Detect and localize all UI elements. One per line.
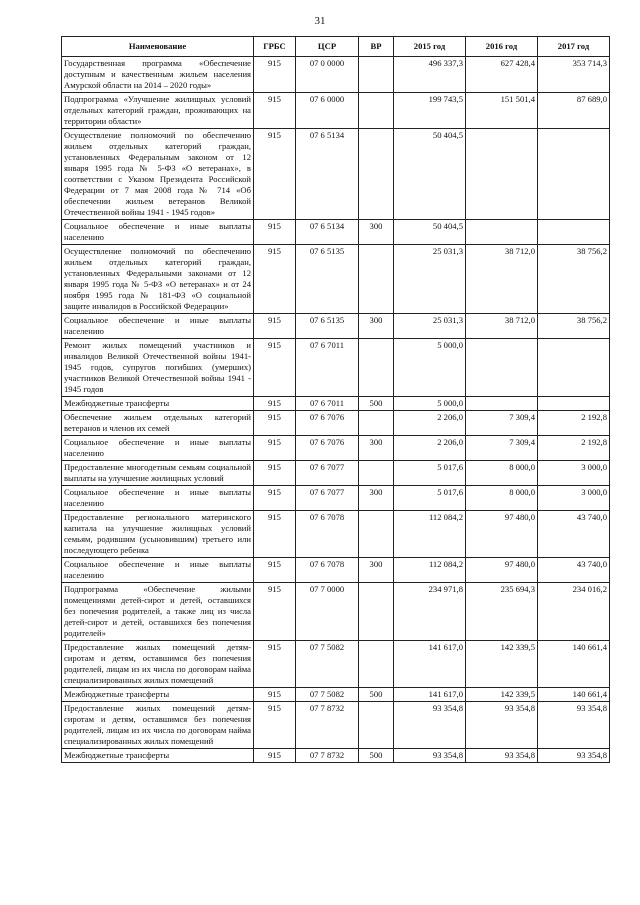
header-2016: 2016 год — [466, 37, 538, 57]
table-row — [62, 511, 610, 558]
cell-csr: 07 6 7011 — [296, 397, 359, 411]
cell-vr: 300 — [359, 486, 394, 511]
cell-2015: 496 337,3 — [394, 57, 466, 93]
cell-2016: 97 480,0 — [466, 511, 538, 558]
cell-2017: 2 192,8 — [538, 411, 610, 436]
table-row — [62, 314, 610, 339]
header-vr: ВР — [359, 37, 394, 57]
cell-name: Межбюджетные трансферты — [62, 397, 254, 411]
cell-2017: 38 756,2 — [538, 245, 610, 314]
cell-grbs: 915 — [254, 558, 296, 583]
cell-2016: 151 501,4 — [466, 93, 538, 129]
cell-2017: 43 740,0 — [538, 511, 610, 558]
table-row — [62, 688, 610, 702]
cell-csr: 07 6 5134 — [296, 129, 359, 220]
cell-2015: 5 000,0 — [394, 397, 466, 411]
cell-2016: 8 000,0 — [466, 486, 538, 511]
cell-grbs: 915 — [254, 436, 296, 461]
cell-2016: 8 000,0 — [466, 461, 538, 486]
cell-2017: 3 000,0 — [538, 486, 610, 511]
table-row — [62, 461, 610, 486]
cell-csr: 07 6 7078 — [296, 511, 359, 558]
cell-csr: 07 6 7076 — [296, 436, 359, 461]
table-row — [62, 583, 610, 641]
cell-csr: 07 6 7077 — [296, 461, 359, 486]
cell-2016: 627 428,4 — [466, 57, 538, 93]
cell-2016 — [466, 129, 538, 220]
cell-2016: 97 480,0 — [466, 558, 538, 583]
cell-vr — [359, 702, 394, 749]
table-row — [62, 486, 610, 511]
table-row — [62, 411, 610, 436]
cell-name: Предоставление многодетным семьям социальной выплаты на улучшение жилищных условий — [62, 461, 254, 486]
cell-2016: 38 712,0 — [466, 314, 538, 339]
cell-2017: 38 756,2 — [538, 314, 610, 339]
cell-name: Социальное обеспечение и иные выплаты населению — [62, 558, 254, 583]
cell-2017: 2 192,8 — [538, 436, 610, 461]
cell-2016: 7 309,4 — [466, 436, 538, 461]
cell-name: Ремонт жилых помещений участников и инвалидов Великой Отечественной войны 1941-1945 годов, супругов погибших (умерших) участников Великой Отечественной войны 1941 - 1945 годов — [62, 339, 254, 397]
cell-csr: 07 7 8732 — [296, 749, 359, 763]
cell-name: Осуществление полномочий по обеспечению жильем отдельных категорий граждан, установленных Федеральными законами от 12 января 1995 года № 5-ФЗ «О ветеранах» и от 24 ноября 1995 года № 181-ФЗ «О социальной защите инвалидов в Российской Федерации» — [62, 245, 254, 314]
cell-grbs: 915 — [254, 93, 296, 129]
table-header-row — [62, 37, 610, 57]
cell-vr — [359, 411, 394, 436]
page-number: 31 — [314, 15, 326, 27]
cell-2016: 235 694,3 — [466, 583, 538, 641]
table-row — [62, 397, 610, 411]
cell-2016: 93 354,8 — [466, 749, 538, 763]
cell-2017: 93 354,8 — [538, 702, 610, 749]
cell-grbs: 915 — [254, 749, 296, 763]
cell-csr: 07 6 7078 — [296, 558, 359, 583]
cell-2017: 353 714,3 — [538, 57, 610, 93]
budget-table — [61, 36, 610, 763]
cell-2015: 50 404,5 — [394, 129, 466, 220]
table-row — [62, 558, 610, 583]
cell-2015: 112 084,2 — [394, 558, 466, 583]
cell-2015: 93 354,8 — [394, 702, 466, 749]
cell-csr: 07 6 7011 — [296, 339, 359, 397]
cell-grbs: 915 — [254, 511, 296, 558]
table-row — [62, 702, 610, 749]
cell-2015: 234 971,8 — [394, 583, 466, 641]
table-row — [62, 129, 610, 220]
header-grbs: ГРБС — [254, 37, 296, 57]
cell-2016: 7 309,4 — [466, 411, 538, 436]
cell-name: Межбюджетные трансферты — [62, 749, 254, 763]
table-body — [62, 57, 610, 763]
table-row — [62, 749, 610, 763]
cell-name: Социальное обеспечение и иные выплаты населению — [62, 220, 254, 245]
header-2015: 2015 год — [394, 37, 466, 57]
cell-vr: 300 — [359, 436, 394, 461]
cell-grbs: 915 — [254, 245, 296, 314]
cell-vr — [359, 641, 394, 688]
cell-name: Межбюджетные трансферты — [62, 688, 254, 702]
cell-grbs: 915 — [254, 486, 296, 511]
cell-2017 — [538, 129, 610, 220]
cell-2016 — [466, 397, 538, 411]
cell-grbs: 915 — [254, 339, 296, 397]
cell-grbs: 915 — [254, 220, 296, 245]
cell-grbs: 915 — [254, 411, 296, 436]
cell-csr: 07 6 0000 — [296, 93, 359, 129]
cell-vr — [359, 93, 394, 129]
cell-grbs: 915 — [254, 688, 296, 702]
cell-name: Предоставление жилых помещений детям-сиротам и детям, оставшимся без попечения родителей, лицам из их числа по договорам найма специализированных жилых помещений — [62, 641, 254, 688]
cell-vr — [359, 129, 394, 220]
cell-name: Предоставление жилых помещений детям-сиротам и детям, оставшимся без попечения родителей, лицам из их числа по договорам найма специализированных жилых помещений — [62, 702, 254, 749]
cell-grbs: 915 — [254, 129, 296, 220]
cell-name: Социальное обеспечение и иные выплаты населению — [62, 314, 254, 339]
cell-2017 — [538, 397, 610, 411]
cell-2016: 142 339,5 — [466, 641, 538, 688]
cell-2015: 112 084,2 — [394, 511, 466, 558]
header-csr: ЦСР — [296, 37, 359, 57]
cell-vr — [359, 57, 394, 93]
cell-name: Осуществление полномочий по обеспечению жильем отдельных категорий граждан, установленных Федеральным законом от 12 января 1995 года № 5-ФЗ «О ветеранах», в соответствии с Указом Президента Российской Федерации от 7 мая 2008 года № 714 «Об обеспечении жильем ветеранов Великой Отечественной войны 1941 - 1945 годов» — [62, 129, 254, 220]
cell-2017: 87 689,0 — [538, 93, 610, 129]
cell-grbs: 915 — [254, 397, 296, 411]
cell-csr: 07 6 5134 — [296, 220, 359, 245]
cell-csr: 07 0 0000 — [296, 57, 359, 93]
table-row — [62, 220, 610, 245]
table-row — [62, 641, 610, 688]
table-row — [62, 245, 610, 314]
cell-csr: 07 6 7077 — [296, 486, 359, 511]
cell-name: Предоставление регионального материнского капитала на улучшение жилищных условий семьям, родившим (усыновившим) третьего или последующего ребенка — [62, 511, 254, 558]
cell-2015: 50 404,5 — [394, 220, 466, 245]
cell-csr: 07 6 5135 — [296, 245, 359, 314]
cell-grbs: 915 — [254, 461, 296, 486]
header-name: Наименование — [62, 37, 254, 57]
cell-name: Социальное обеспечение и иные выплаты населению — [62, 486, 254, 511]
cell-2017 — [538, 339, 610, 397]
cell-csr: 07 7 0000 — [296, 583, 359, 641]
cell-grbs: 915 — [254, 583, 296, 641]
cell-2017: 93 354,8 — [538, 749, 610, 763]
cell-2015: 5 000,0 — [394, 339, 466, 397]
header-2017: 2017 год — [538, 37, 610, 57]
cell-vr — [359, 583, 394, 641]
cell-2017: 43 740,0 — [538, 558, 610, 583]
cell-csr: 07 7 8732 — [296, 702, 359, 749]
cell-vr — [359, 461, 394, 486]
cell-2016: 142 339,5 — [466, 688, 538, 702]
table-row — [62, 436, 610, 461]
cell-csr: 07 7 5082 — [296, 688, 359, 702]
cell-2015: 141 617,0 — [394, 641, 466, 688]
table-row — [62, 339, 610, 397]
cell-2015: 199 743,5 — [394, 93, 466, 129]
cell-csr: 07 6 5135 — [296, 314, 359, 339]
cell-vr: 500 — [359, 749, 394, 763]
cell-2016: 38 712,0 — [466, 245, 538, 314]
cell-vr — [359, 245, 394, 314]
cell-grbs: 915 — [254, 57, 296, 93]
cell-vr: 500 — [359, 397, 394, 411]
cell-vr: 500 — [359, 688, 394, 702]
cell-vr: 300 — [359, 558, 394, 583]
cell-name: Подпрограмма «Улучшение жилищных условий отдельных категорий граждан, проживающих на территории области» — [62, 93, 254, 129]
cell-csr: 07 7 5082 — [296, 641, 359, 688]
cell-2017: 234 016,2 — [538, 583, 610, 641]
cell-vr: 300 — [359, 220, 394, 245]
cell-2015: 5 017,6 — [394, 461, 466, 486]
cell-name: Социальное обеспечение и иные выплаты населению — [62, 436, 254, 461]
cell-grbs: 915 — [254, 314, 296, 339]
cell-2016 — [466, 220, 538, 245]
cell-2017: 140 661,4 — [538, 641, 610, 688]
cell-grbs: 915 — [254, 641, 296, 688]
cell-2015: 93 354,8 — [394, 749, 466, 763]
cell-vr: 300 — [359, 314, 394, 339]
cell-csr: 07 6 7076 — [296, 411, 359, 436]
cell-2016 — [466, 339, 538, 397]
table-row — [62, 57, 610, 93]
cell-vr — [359, 339, 394, 397]
cell-2015: 5 017,6 — [394, 486, 466, 511]
cell-name: Государственная программа «Обеспечение доступным и качественным жильем населения Амурской области на 2014 – 2020 годы» — [62, 57, 254, 93]
cell-name: Подпрограмма «Обеспечение жилыми помещениями детей-сирот и детей, оставшихся без попечения родителей, а также лиц из числа детей-сирот и детей, оставшихся без попечения родителей» — [62, 583, 254, 641]
cell-2017: 140 661,4 — [538, 688, 610, 702]
cell-2017 — [538, 220, 610, 245]
cell-2015: 25 031,3 — [394, 245, 466, 314]
cell-name: Обеспечение жильем отдельных категорий ветеранов и членов их семей — [62, 411, 254, 436]
cell-2015: 2 206,0 — [394, 436, 466, 461]
cell-2015: 2 206,0 — [394, 411, 466, 436]
cell-2015: 141 617,0 — [394, 688, 466, 702]
cell-2016: 93 354,8 — [466, 702, 538, 749]
cell-grbs: 915 — [254, 702, 296, 749]
table-row — [62, 93, 610, 129]
cell-2015: 25 031,3 — [394, 314, 466, 339]
cell-vr — [359, 511, 394, 558]
cell-2017: 3 000,0 — [538, 461, 610, 486]
